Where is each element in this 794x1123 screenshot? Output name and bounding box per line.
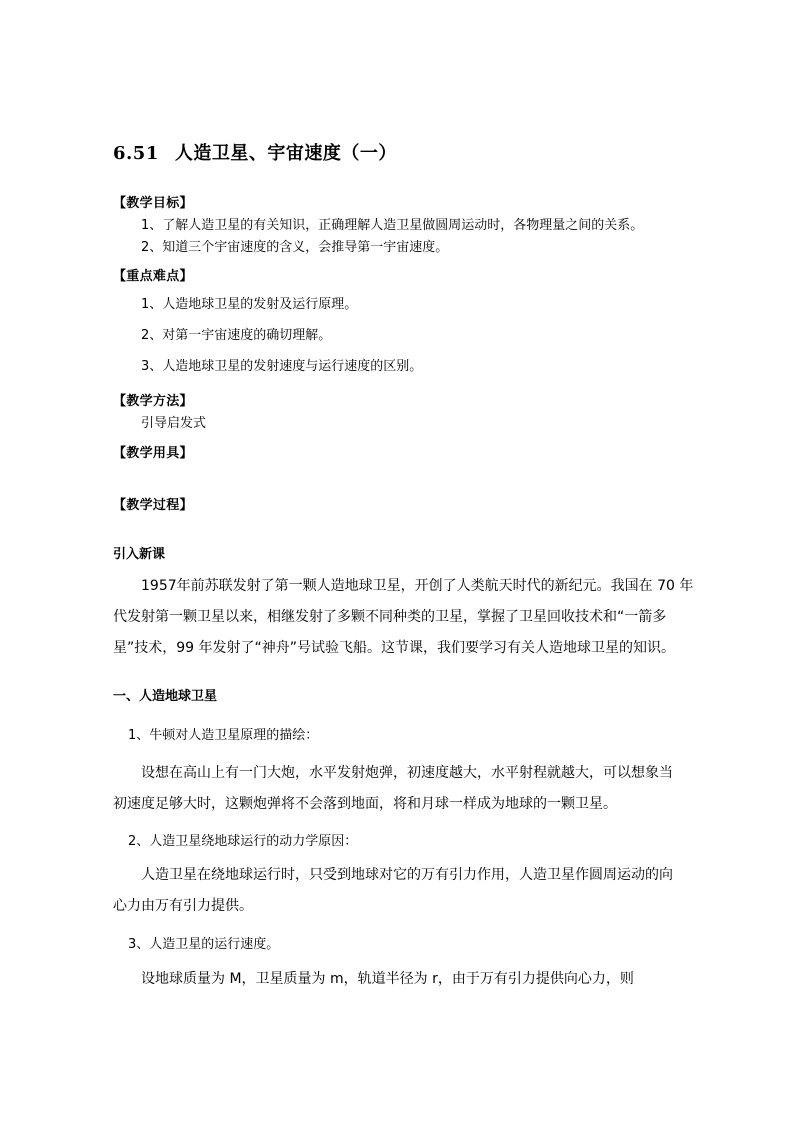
key-points-heading: 【重点难点】 — [113, 269, 193, 284]
section1-p1-line: 初速度足够大时，这颗炮弹将不会落到地面，将和月球一样成为地球的一颗卫星。 — [113, 796, 617, 812]
section1-p2-label: 2、人造卫星绕地球运行的动力学原因： — [128, 834, 358, 849]
objective-item: 1、了解人造卫星的有关知识，正确理解人造卫星做圆周运动时，各物理量之间的关系。 — [141, 218, 644, 233]
section1-p2-line: 人造卫星在绕地球运行时，只受到地球对它的万有引力作用，人造卫星作圆周运动的向 — [141, 867, 673, 883]
tools-heading: 【教学用具】 — [113, 446, 193, 461]
objectives-heading: 【教学目标】 — [113, 196, 193, 211]
title-text: 人造卫星、宇宙速度（一） — [174, 143, 397, 164]
key-point-item: 2、对第一宇宙速度的确切理解。 — [141, 328, 332, 343]
section1-p3-line: 设地球质量为 M，卫星质量为 m，轨道半径为 r，由于万有引力提供向心力，则 — [141, 971, 634, 987]
page-title — [113, 139, 397, 165]
section1-heading: 一、人造地球卫星 — [113, 689, 218, 704]
section1-p2-line: 心力由万有引力提供。 — [113, 898, 253, 914]
intro-line: 代发射第一颗卫星以来，相继发射了多颗不同种类的卫星，掌握了卫星回收技术和“一箭多 — [113, 609, 667, 625]
section1-p1-label: 1、牛顿对人造卫星原理的描绘： — [128, 728, 319, 743]
section1-p1-line: 设想在高山上有一门大炮，水平发射炮弹，初速度越大，水平射程就越大，可以想象当 — [141, 765, 673, 781]
method-text: 引导启发式 — [141, 416, 207, 431]
process-heading: 【教学过程】 — [113, 498, 193, 513]
key-point-item: 1、人造地球卫星的发射及运行原理。 — [141, 297, 358, 312]
section1-p3-label: 3、人造卫星的运行速度。 — [128, 937, 280, 952]
title-number: 6.51 — [113, 143, 159, 164]
method-heading: 【教学方法】 — [113, 394, 193, 409]
objective-item: 2、知道三个宇宙速度的含义，会推导第一宇宙速度。 — [141, 240, 449, 255]
intro-heading: 引入新课 — [113, 547, 166, 562]
intro-line: 星”技术，99 年发射了“神舟”号试验飞船。这节课，我们要学习有关人造地球卫星的知识。 — [113, 640, 676, 656]
intro-line: 1957年前苏联发射了第一颗人造地球卫星，开创了人类航天时代的新纪元。我国在 70 年 — [141, 578, 694, 594]
key-point-item: 3、人造地球卫星的发射速度与运行速度的区别。 — [141, 359, 423, 374]
